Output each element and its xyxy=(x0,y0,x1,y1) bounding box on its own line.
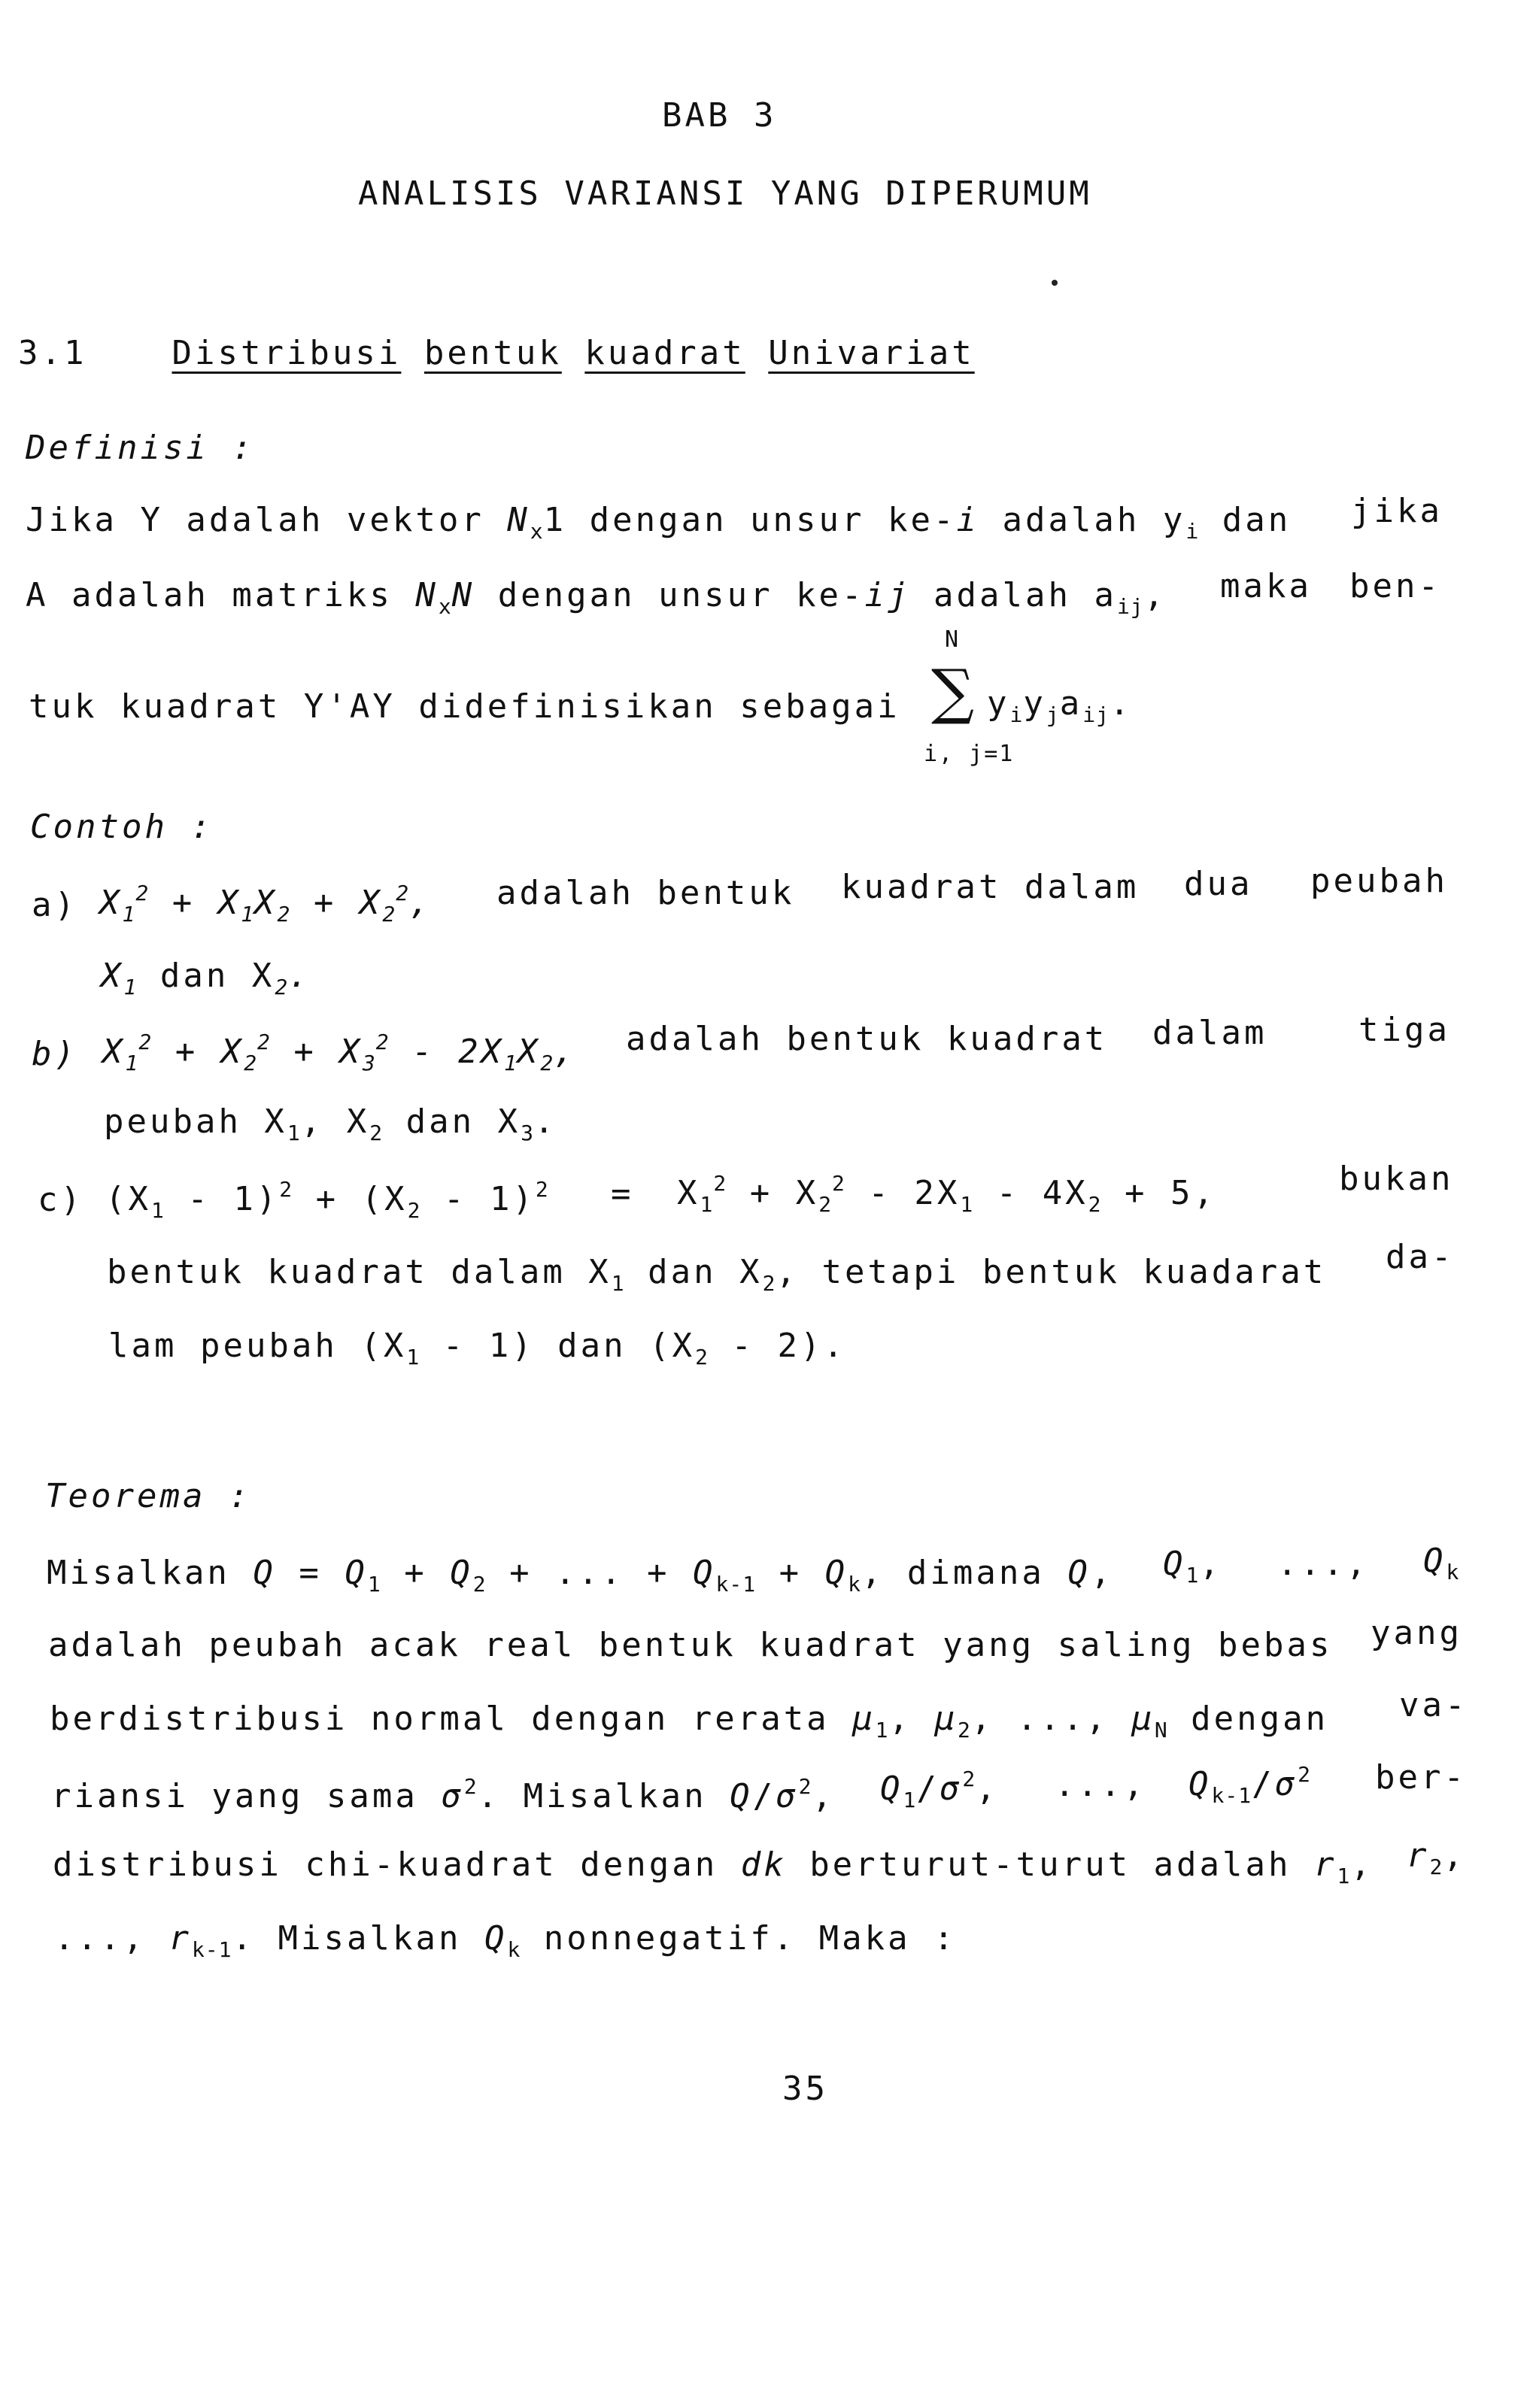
scan-speck xyxy=(1052,280,1058,286)
theorem-line-2: adalah peubah acak real bentuk kuadrat yang saling bebas xyxy=(48,1626,1333,1664)
example-a-text-4: peubah xyxy=(1310,862,1448,900)
example-c-text-1: bukan xyxy=(1339,1160,1454,1198)
theorem-line-5: distribusi chi-kuadrat dengan dk berturut-turut adalah $r_1$, xyxy=(53,1845,1374,1888)
example-b-text-2: dalam xyxy=(1152,1014,1267,1052)
theorem-line-2-end: yang xyxy=(1371,1614,1462,1652)
examples-label: Contoh : xyxy=(30,808,214,846)
example-b-line-2: peubah $X_1$, $X_2$ dan $X_3$. xyxy=(104,1102,557,1145)
theorem-line-4-ellipsis: ..., xyxy=(1055,1766,1146,1804)
example-b-marker: b) xyxy=(32,1035,77,1073)
chapter-title: ANALISIS VARIANSI YANG DIPERUMUM xyxy=(358,174,1092,213)
example-a-text-3: dua xyxy=(1184,865,1253,903)
example-a-text-2: kuadrat dalam xyxy=(841,868,1140,906)
definition-line-2-mid: maka xyxy=(1220,567,1312,605)
example-c-equals: = xyxy=(611,1175,634,1213)
definition-line-2-end: ben- xyxy=(1349,567,1441,605)
example-a-text-1: adalah bentuk xyxy=(496,874,795,912)
definition-line-1: Jika Y adalah vektor $N_x1$ dengan unsur ke-i adalah $y_i$ dan xyxy=(26,501,1292,544)
theorem-line-4-end: ber- xyxy=(1375,1758,1467,1797)
definition-line-3: tuk kuadrat Y'AY didefinisikan sebagai xyxy=(29,687,900,726)
definition-label: Definisi : xyxy=(26,429,255,467)
example-a-line-2: $X_1$ dan $X_2$. xyxy=(101,957,311,999)
theorem-line-1-ellipsis: ..., xyxy=(1277,1545,1369,1583)
theorem-line-1-q1: $Q_1$, xyxy=(1163,1545,1222,1588)
section-word: Distribusi xyxy=(172,334,402,372)
theorem-line-4: riansi yang sama $\sigma^2$. Misalkan $Q/\sigma^2$, xyxy=(51,1774,835,1815)
example-c-rhs: $X_1^2 + X_2^2 - 2X_1 - 4X_2 + 5$, xyxy=(677,1171,1216,1217)
example-c-lhs: $(X_1 - 1)^2 + (X_2 - 1)^2$ xyxy=(105,1177,549,1223)
section-heading xyxy=(18,334,975,372)
theorem-line-5-r2: $r_2$, xyxy=(1407,1836,1466,1879)
example-b-text-1: adalah bentuk kuadrat xyxy=(626,1020,1108,1058)
example-c-marker: c) xyxy=(38,1181,83,1219)
theorem-label: Teorema : xyxy=(45,1477,252,1515)
sum-upper-limit: N xyxy=(945,626,961,653)
page-number: 35 xyxy=(782,2070,828,2108)
theorem-line-3: berdistribusi normal dengan rerata $\mu_1$, $\mu_2$, ..., $\mu_N$ dengan xyxy=(50,1700,1329,1742)
theorem-line-4-q1: $Q_1/\sigma^2$, xyxy=(880,1767,999,1812)
theorem-line-4-qk: $Q_{k-1}/\sigma^2$ xyxy=(1188,1762,1311,1808)
example-b-expression: $X_1^2 + X_2^2 + X_3^2 - 2X_1X_2$, xyxy=(102,1030,577,1075)
chapter-heading: BAB 3 xyxy=(662,96,777,135)
summation-symbol: ∑ xyxy=(931,657,978,726)
example-c-line-3: lam peubah $(X_1 - 1)$ dan $(X_2 - 2)$. xyxy=(108,1327,846,1369)
definition-line-1-end: jika xyxy=(1351,492,1443,530)
section-word: bentuk xyxy=(423,334,562,372)
example-b-text-3: tiga xyxy=(1358,1011,1450,1049)
theorem-line-6: ..., $r_{k-1}$. Misalkan $Q_k$ nonnegatif. Maka : xyxy=(54,1919,957,1962)
section-number: 3.1 xyxy=(18,334,87,372)
example-c-line-2: bentuk kuadrat dalam $X_1$ dan $X_2$, tetapi bentuk kuadarat xyxy=(107,1253,1327,1296)
example-a-marker: a) xyxy=(32,886,77,924)
theorem-line-1: Misalkan $Q = Q_1 + Q_2$ + ... + $Q_{k-1} + Q_k$, dimana Q, xyxy=(47,1554,1114,1597)
summation-term: $y_iy_ja_{ij}$. xyxy=(987,684,1133,727)
example-c-line-2-end: da- xyxy=(1386,1238,1455,1276)
example-a-expression: $X_1^2 + X_1X_2 + X_2^2$, xyxy=(99,881,433,927)
sum-lower-limit: i, j=1 xyxy=(924,741,1015,767)
theorem-line-1-qk: $Q_k$ xyxy=(1423,1542,1460,1585)
definition-line-2: A adalah matriks $N_xN$ dengan unsur ke-ij adalah $a_{ij}$, xyxy=(26,576,1167,619)
section-word: Univariat xyxy=(768,334,975,372)
section-word: kuadrat xyxy=(584,334,745,372)
theorem-line-3-end: va- xyxy=(1399,1686,1468,1724)
